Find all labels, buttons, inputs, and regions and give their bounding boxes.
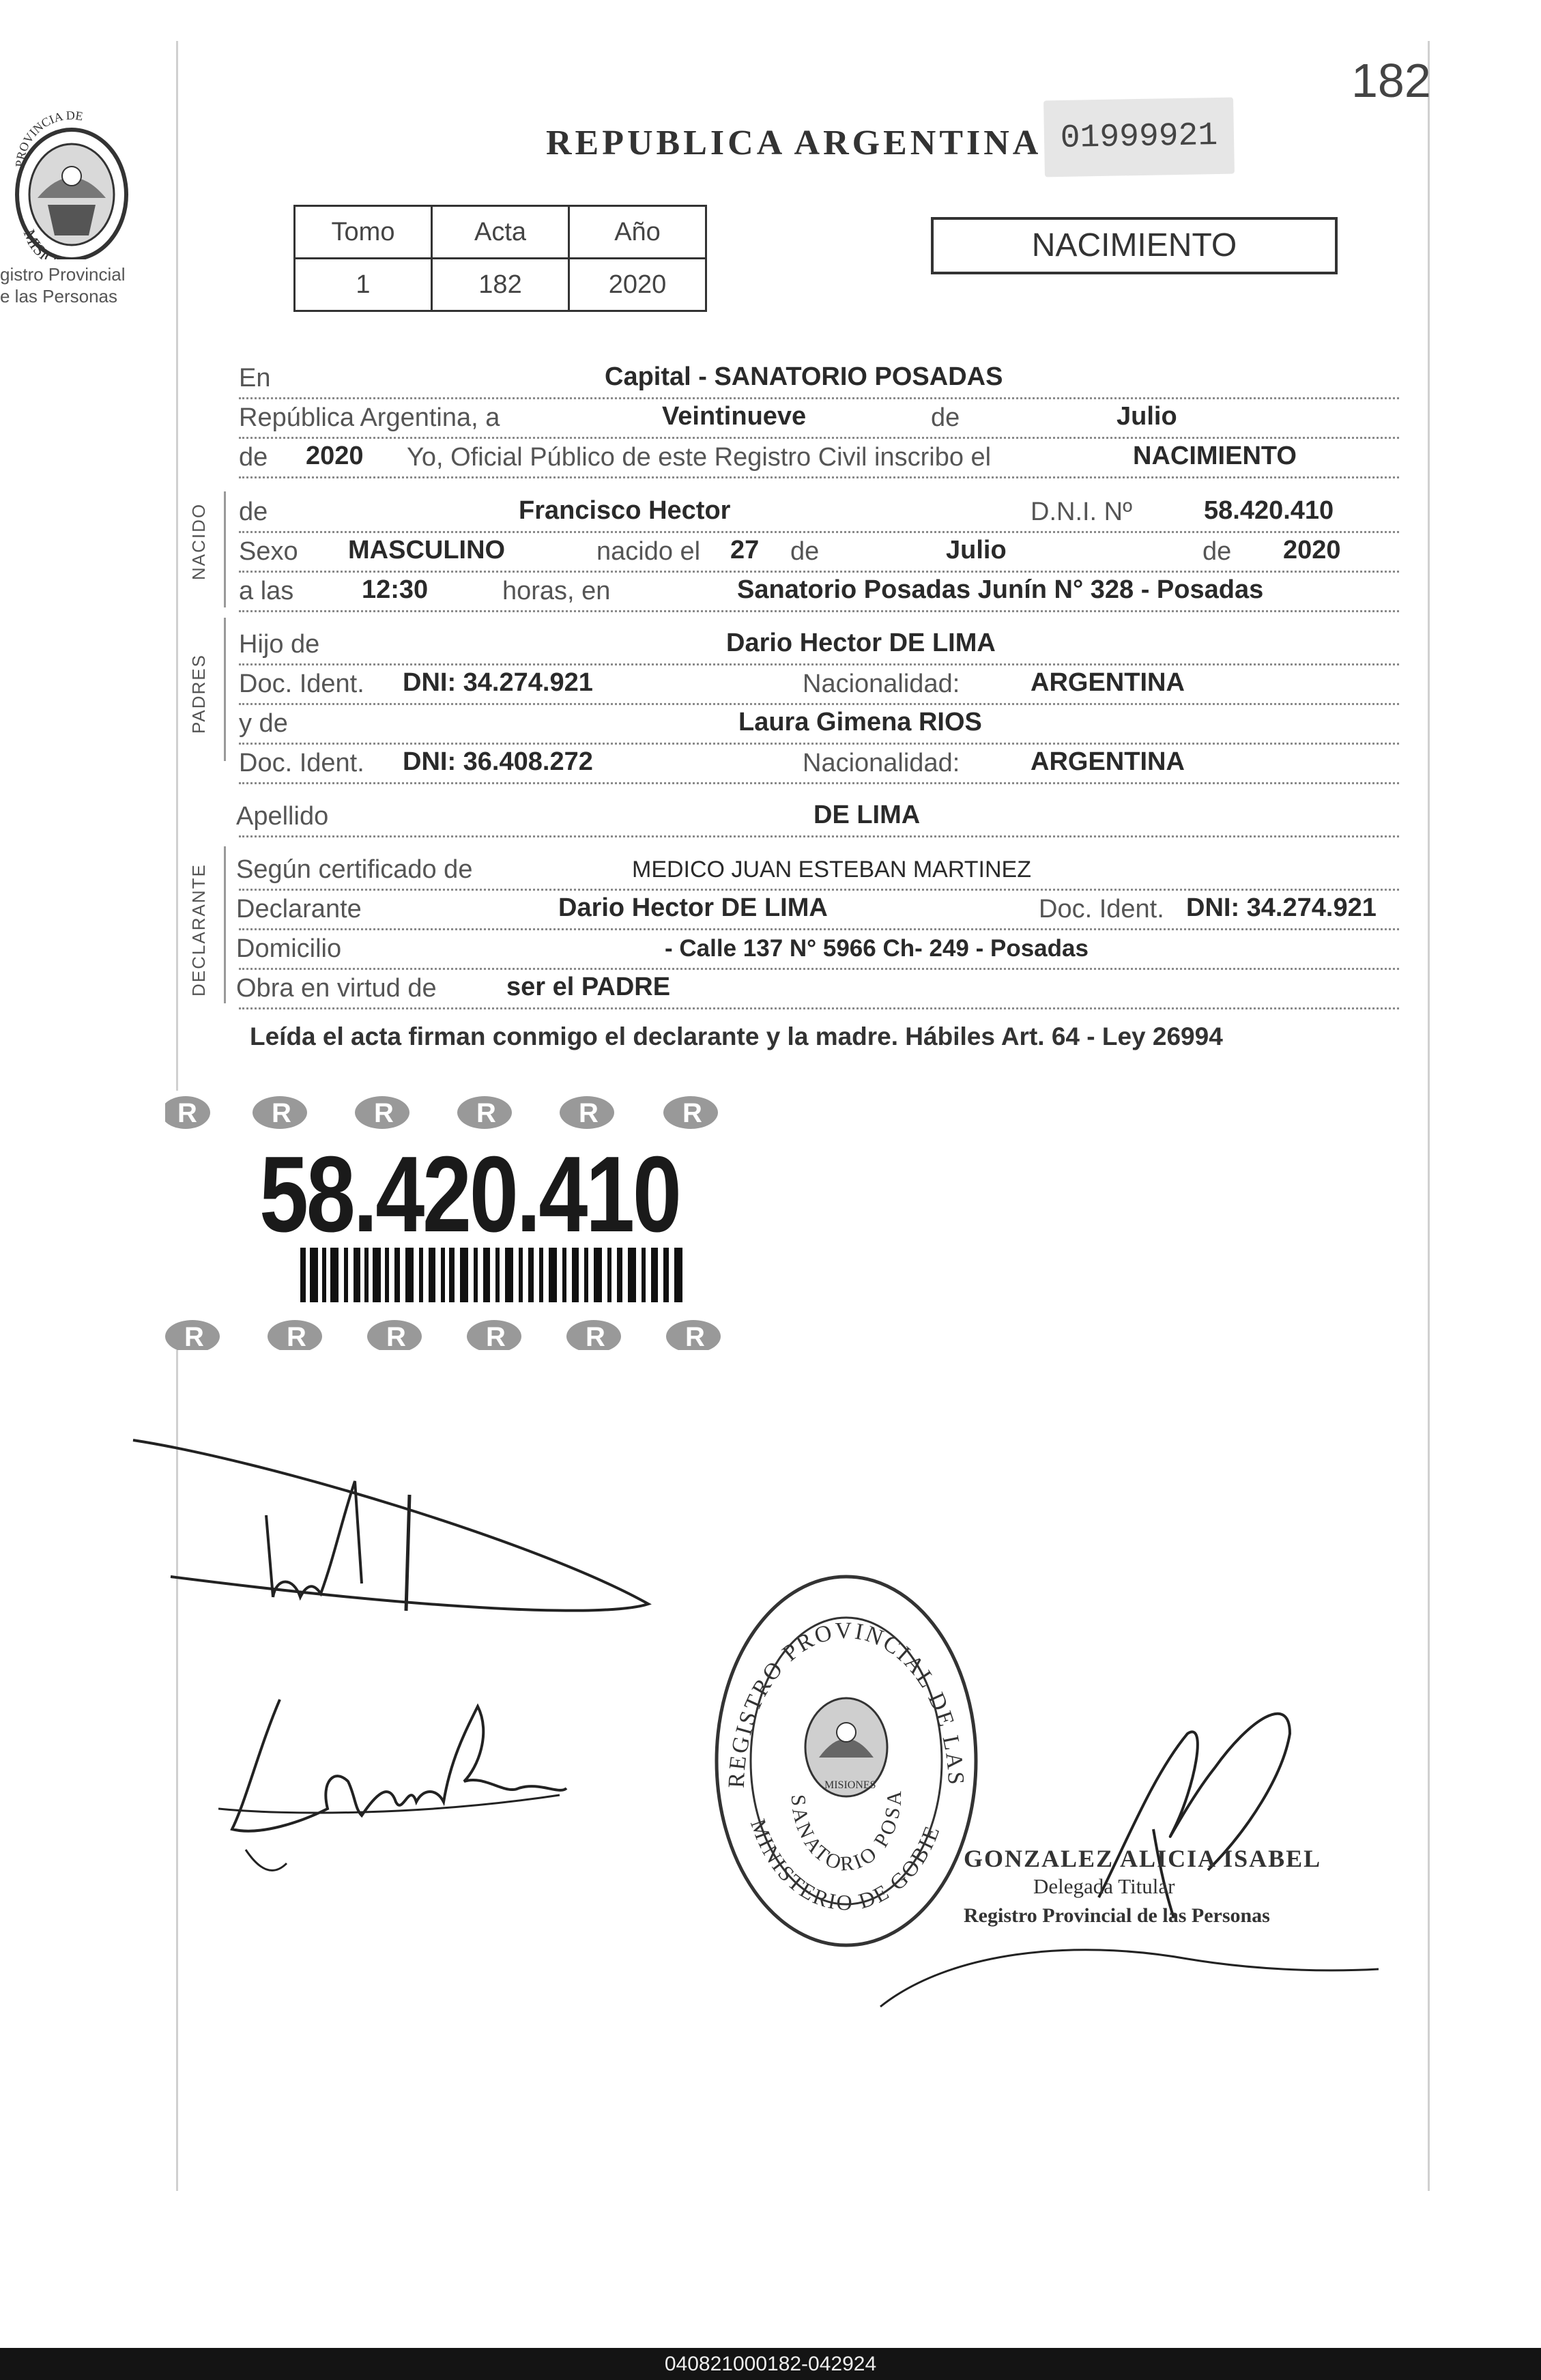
dia-value: Veintinueve — [662, 402, 807, 431]
crest-top-text: PROVINCIA DE — [12, 108, 84, 168]
svg-text:R: R — [386, 1322, 406, 1350]
r-mark-6 — [663, 1096, 718, 1129]
en-label: En — [239, 364, 271, 392]
r-mark-2 — [253, 1096, 307, 1129]
apellido-value: DE LIMA — [813, 801, 921, 829]
republica-label: República Argentina, a — [239, 403, 500, 432]
svg-text:R: R — [287, 1322, 306, 1350]
domicilio-value: - Calle 137 N° 5966 Ch- 249 - Posadas — [665, 935, 1089, 962]
lugar-nacimiento-value: Sanatorio Posadas Junín N° 328 - Posadas — [737, 575, 1264, 604]
padre-doc-value: DNI: 34.274.921 — [403, 668, 593, 697]
row-hora — [239, 569, 1399, 612]
row-apellido — [236, 794, 1399, 837]
madre-doc-label: Doc. Ident. — [239, 749, 364, 777]
r-mark-3 — [355, 1096, 409, 1129]
padres-separator — [224, 618, 226, 761]
obra-value: ser el PADRE — [506, 973, 671, 1001]
row-fecha — [239, 396, 1399, 439]
crest-caption — [0, 263, 126, 307]
seal-bottom-text: MINISTERIO DE GOBIE — [745, 1816, 945, 1915]
sexo-label: Sexo — [239, 537, 298, 566]
padre-value: Dario Hector DE LIMA — [726, 629, 996, 657]
nombre-label: de — [239, 498, 268, 526]
dni-value: 58.420.410 — [1204, 496, 1334, 525]
nacido-mes-value: Julio — [946, 536, 1007, 564]
declarante-signature — [130, 1420, 676, 1628]
madre-value: Laura Gimena RIOS — [738, 708, 982, 736]
row-madre-doc — [239, 741, 1399, 784]
section-label-nacido: NACIDO — [188, 502, 209, 580]
svg-text:R: R — [685, 1322, 705, 1350]
row-padre-doc — [239, 662, 1399, 705]
declarante-value: Dario Hector DE LIMA — [558, 893, 828, 922]
declarante-label: Declarante — [236, 895, 362, 923]
apellido-label: Apellido — [236, 802, 329, 831]
nombre-value: Francisco Hector — [519, 496, 731, 525]
country-title: REPUBLICA ARGENTINA — [546, 124, 1042, 162]
svg-text:R: R — [177, 1098, 197, 1128]
r-mark-5 — [560, 1096, 614, 1129]
obra-label: Obra en virtud de — [236, 974, 437, 1003]
tipo-inscripcion-value: NACIMIENTO — [1133, 442, 1297, 470]
row-padre — [239, 622, 1399, 665]
seal-center-text: MISIONES — [824, 1779, 876, 1791]
row-certificado — [236, 848, 1399, 891]
row-lugar — [239, 356, 1399, 399]
acta-value-acta: 182 — [432, 259, 569, 311]
madre-doc-value: DNI: 36.408.272 — [403, 747, 593, 776]
declarante-doc-value: DNI: 34.274.921 — [1186, 893, 1377, 922]
declarante-doc-label: Doc. Ident. — [1039, 895, 1164, 923]
nacido-anio-value: 2020 — [1283, 536, 1341, 564]
section-label-padres: PADRES — [188, 654, 209, 734]
nacido-dia-value: 27 — [730, 536, 760, 564]
nacido-separator — [224, 491, 226, 607]
acta-header-anio: Año — [569, 206, 706, 259]
section-label-declarante: DECLARANTE — [188, 863, 209, 997]
row-declarante — [236, 887, 1399, 930]
right-margin-line — [1428, 41, 1430, 2191]
madre-nacionalidad-label: Nacionalidad: — [803, 749, 960, 777]
svg-text:R: R — [579, 1098, 599, 1128]
mes-value: Julio — [1117, 402, 1177, 431]
nacido-el-label: nacido el — [596, 537, 701, 566]
svg-text:R: R — [272, 1098, 291, 1128]
crest-bottom-text: MISIO — [19, 227, 60, 259]
acta-value-tomo: 1 — [295, 259, 432, 311]
svg-text:R: R — [476, 1098, 496, 1128]
record-type-box: NACIMIENTO — [931, 217, 1338, 274]
nacido-de2-label: de — [1202, 537, 1232, 566]
row-madre — [239, 702, 1399, 745]
acta-header-tomo: Tomo — [295, 206, 432, 259]
row-domicilio — [236, 927, 1399, 970]
padre-doc-label: Doc. Ident. — [239, 670, 364, 698]
seal-outer-text: REGISTRO PROVINCIAL DE LAS — [723, 1618, 969, 1789]
horas-en-label: horas, en — [502, 577, 611, 605]
svg-text:R: R — [682, 1098, 702, 1128]
page-number: 182 — [1351, 54, 1431, 107]
inscribo-text: Yo, Oficial Público de este Registro Civil inscribo el — [407, 443, 992, 472]
madre-signature — [218, 1679, 573, 1887]
row-sexo — [239, 530, 1399, 573]
acta-table-value-row — [295, 259, 706, 311]
acta-table-header-row — [295, 206, 706, 259]
certificado-value: MEDICO JUAN ESTEBAN MARTINEZ — [632, 857, 1031, 883]
padre-nacionalidad-label: Nacionalidad: — [803, 670, 960, 698]
acta-header-acta: Acta — [432, 206, 569, 259]
dni-label: D.N.I. Nº — [1031, 498, 1132, 526]
segun-label: Según certificado de — [236, 855, 473, 884]
serial-number-stamp: 01999921 — [1043, 98, 1235, 177]
dni-sticker-number: 58.420.410 — [259, 1134, 680, 1254]
signatory-role: Delegada Titular — [1033, 1874, 1175, 1898]
svg-text:R: R — [374, 1098, 394, 1128]
domicilio-label: Domicilio — [236, 934, 342, 963]
svg-text:R: R — [586, 1322, 605, 1350]
r-mark-4 — [457, 1096, 512, 1129]
svg-text:R: R — [486, 1322, 506, 1350]
seal-inner-text: SANATORIO POSA — [786, 1788, 906, 1876]
row-obra — [236, 966, 1399, 1009]
madre-nacionalidad-value: ARGENTINA — [1031, 747, 1185, 776]
province-crest — [0, 102, 136, 263]
declarante-separator — [224, 846, 226, 1003]
nacido-de1-label: de — [790, 537, 820, 566]
hora-label: a las — [239, 577, 294, 605]
signatory-name: GONZALEZ ALICIA ISABEL — [964, 1845, 1322, 1872]
acta-value-anio: 2020 — [569, 259, 706, 311]
row-inscripcion — [239, 435, 1399, 478]
sexo-value: MASCULINO — [348, 536, 506, 564]
hora-value: 12:30 — [362, 575, 429, 604]
lugar-value: Capital - SANATORIO POSADAS — [605, 362, 1003, 391]
signatory-office: Registro Provincial de las Personas — [964, 1904, 1270, 1927]
padre-nacionalidad-value: ARGENTINA — [1031, 668, 1185, 697]
de-label: de — [931, 403, 960, 432]
closing-text: Leída el acta firman conmigo el declarante y la madre. Hábiles Art. 64 - Ley 26994 — [250, 1022, 1223, 1050]
crest-caption-line1: gistro Provincial — [0, 264, 126, 285]
footer-code-bar: 040821000182-042924 — [0, 2348, 1541, 2380]
acta-table — [293, 205, 707, 312]
crest-caption-line2: e las Personas — [0, 286, 117, 306]
y-de-label: y de — [239, 709, 288, 738]
svg-text:R: R — [184, 1322, 204, 1350]
anio-prefix-label: de — [239, 443, 268, 472]
hijo-de-label: Hijo de — [239, 630, 320, 659]
row-nombre — [239, 490, 1399, 533]
anio-value: 2020 — [306, 442, 364, 470]
